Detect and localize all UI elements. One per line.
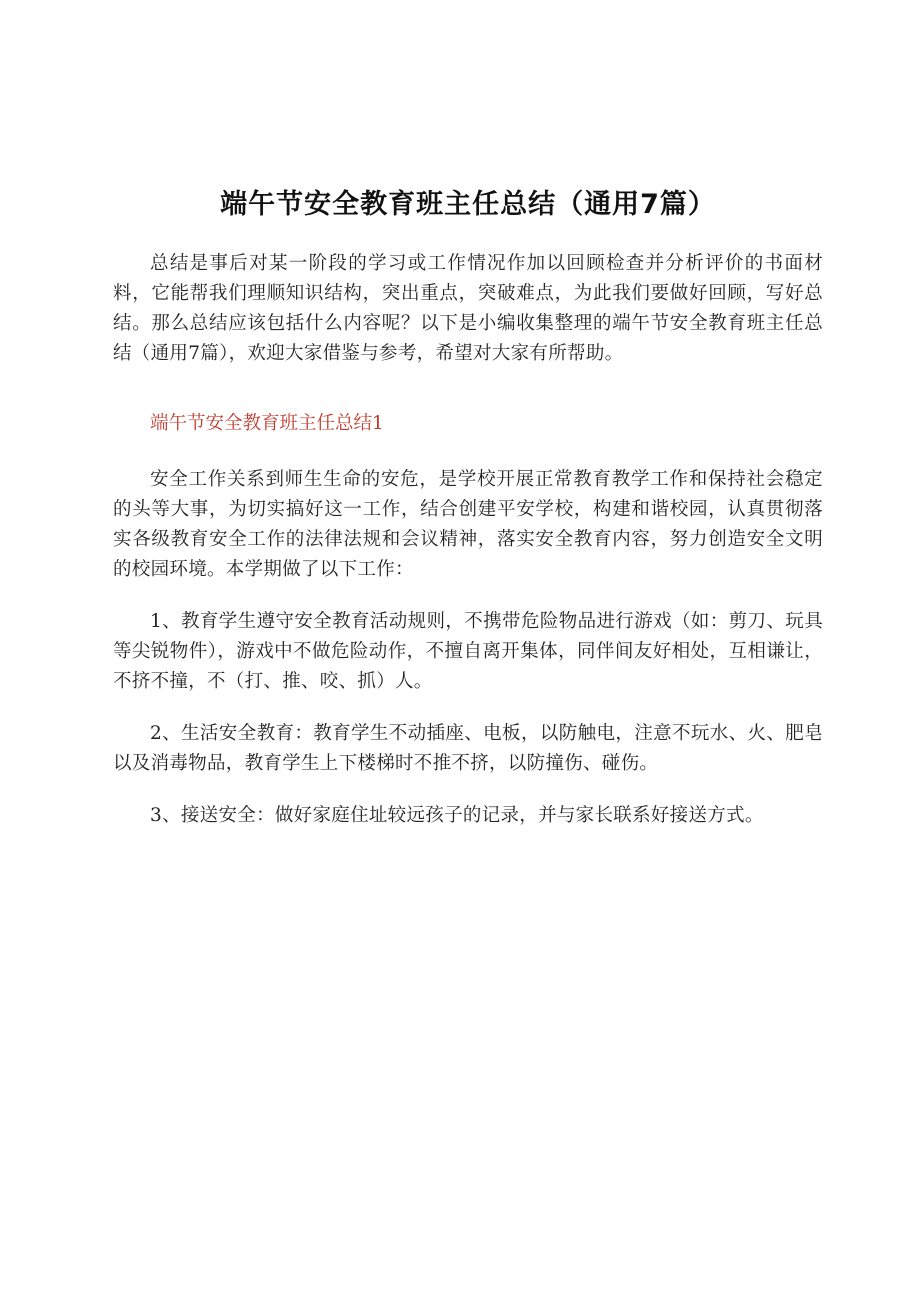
intro-paragraph: 总结是事后对某一阶段的学习或工作情况作加以回顾检查并分析评价的书面材料，它能帮我们理顺知识结构，突出重点，突破难点，为此我们要做好回顾，写好总结。那么总结应该包括什么内容呢？以下是小编收集整理的端午节安全教育班主任总结（通用7篇），欢迎大家借鉴与参考，希望对大家有所帮助。 — [113, 253, 823, 364]
list-item-3: 3、接送安全：做好家庭住址较远孩子的记录，并与家长联系好接送方式。 — [150, 805, 764, 826]
body-paragraph: 安全工作关系到师生生命的安危，是学校开展正常教育教学工作和保持社会稳定的头等大事，为切实搞好这一工作，结合创建平安学校，构建和谐校园，认真贯彻落实各级教育安全工作的法律法规和会议精神，落实安全教育内容，努力创造安全文明的校园环境。本学期做了以下工作： — [113, 469, 823, 580]
list-item-1: 1、教育学生遵守安全教育活动规则，不携带危险物品进行游戏（如：剪刀、玩具等尖锐物件），游戏中不做危险动作，不擅自离开集体，同伴间友好相处，互相谦让，不挤不撞，不（打、推、咬、抓）人。 — [113, 611, 823, 692]
list-item-2: 2、生活安全教育：教育学生不动插座、电板，以防触电，注意不玩水、火、肥皂以及消毒物品，教育学生上下楼梯时不推不挤，以防撞伤、碰伤。 — [113, 723, 823, 774]
document-title: 端午节安全教育班主任总结（通用7篇） — [220, 189, 716, 220]
section-heading: 端午节安全教育班主任总结1 — [150, 413, 384, 434]
document-body — [113, 186, 823, 853]
